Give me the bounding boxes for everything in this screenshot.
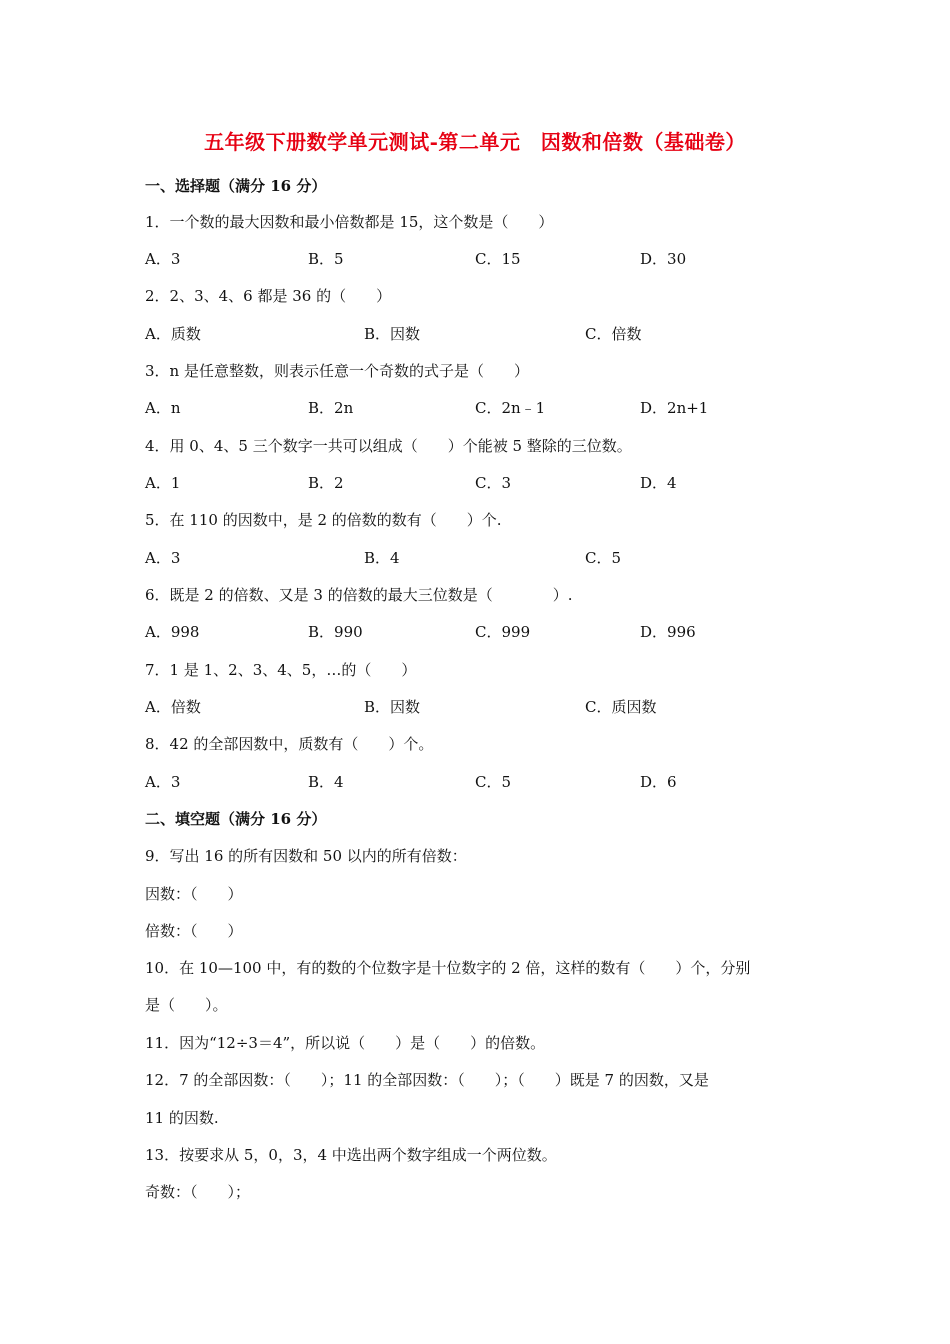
option-b: B．4 — [364, 549, 400, 567]
option-a: A．1 — [145, 474, 181, 492]
question-12: 12．7 的全部因数：（ ）；11 的全部因数：（ ）；（ ）既是 7 的因数，又是 — [145, 1071, 709, 1089]
option-b: B．2n — [308, 399, 354, 417]
option-c: C．质因数 — [585, 698, 657, 716]
question-1: 1．一个数的最大因数和最小倍数都是 15，这个数是（ ） — [145, 213, 554, 231]
option-b: B．990 — [308, 623, 363, 641]
option-b: B．因数 — [364, 698, 421, 716]
option-a: A．n — [145, 399, 181, 417]
option-a: A．3 — [145, 250, 181, 268]
question-5: 5．在 110 的因数中，是 2 的倍数的数有（ ）个. — [145, 511, 502, 529]
question-13: 13．按要求从 5，0，3，4 中选出两个数字组成一个两位数。 — [145, 1146, 557, 1164]
question-11: 11．因为“12÷3＝4”，所以说（ ）是（ ）的倍数。 — [145, 1034, 546, 1052]
option-c: C．倍数 — [585, 325, 642, 343]
question-6: 6．既是 2 的倍数、又是 3 的倍数的最大三位数是（ ）. — [145, 586, 573, 604]
question-7: 7．1 是 1、2、3、4、5，…的（ ） — [145, 661, 417, 679]
option-c: C．5 — [585, 549, 622, 567]
section-heading-choice: 一、选择题（满分 16 分） — [145, 177, 327, 195]
document-title: 五年级下册数学单元测试-第二单元 因数和倍数（基础卷） — [204, 130, 746, 154]
option-c: C．5 — [475, 773, 512, 791]
option-d: D．2n+1 — [640, 399, 709, 417]
option-a: A．质数 — [145, 325, 201, 343]
option-a: A．3 — [145, 549, 181, 567]
option-a: A．998 — [145, 623, 200, 641]
question-9: 9．写出 16 的所有因数和 50 以内的所有倍数： — [145, 847, 467, 865]
option-d: D．996 — [640, 623, 696, 641]
answer-line-factors: 因数：（ ） — [145, 885, 243, 903]
option-c: C．15 — [475, 250, 521, 268]
section-heading-fill: 二、填空题（满分 16 分） — [145, 810, 327, 828]
option-d: D．6 — [640, 773, 677, 791]
option-d: D．30 — [640, 250, 687, 268]
option-d: D．4 — [640, 474, 677, 492]
option-a: A．倍数 — [145, 698, 201, 716]
question-2: 2．2、3、4、6 都是 36 的（ ） — [145, 287, 392, 305]
option-a: A．3 — [145, 773, 181, 791]
answer-line-multiples: 倍数：（ ） — [145, 922, 243, 940]
option-b: B．因数 — [364, 325, 421, 343]
answer-line-odd: 奇数：（ ）； — [145, 1183, 251, 1201]
option-c: C．2n﹣1 — [475, 399, 546, 417]
question-10-continued: 是（ ）。 — [145, 996, 228, 1014]
question-10: 10．在 10—100 中，有的数的个位数字是十位数字的 2 倍，这样的数有（ ）个，分别 — [145, 959, 751, 977]
option-c: C．999 — [475, 623, 531, 641]
option-b: B．2 — [308, 474, 344, 492]
option-b: B．4 — [308, 773, 344, 791]
option-c: C．3 — [475, 474, 512, 492]
question-3: 3．n 是任意整数，则表示任意一个奇数的式子是（ ） — [145, 362, 529, 380]
question-4: 4．用 0、4、5 三个数字一共可以组成（ ）个能被 5 整除的三位数。 — [145, 437, 632, 455]
question-8: 8．42 的全部因数中，质数有（ ）个。 — [145, 735, 434, 753]
option-b: B．5 — [308, 250, 344, 268]
question-12-continued: 11 的因数. — [145, 1109, 219, 1127]
